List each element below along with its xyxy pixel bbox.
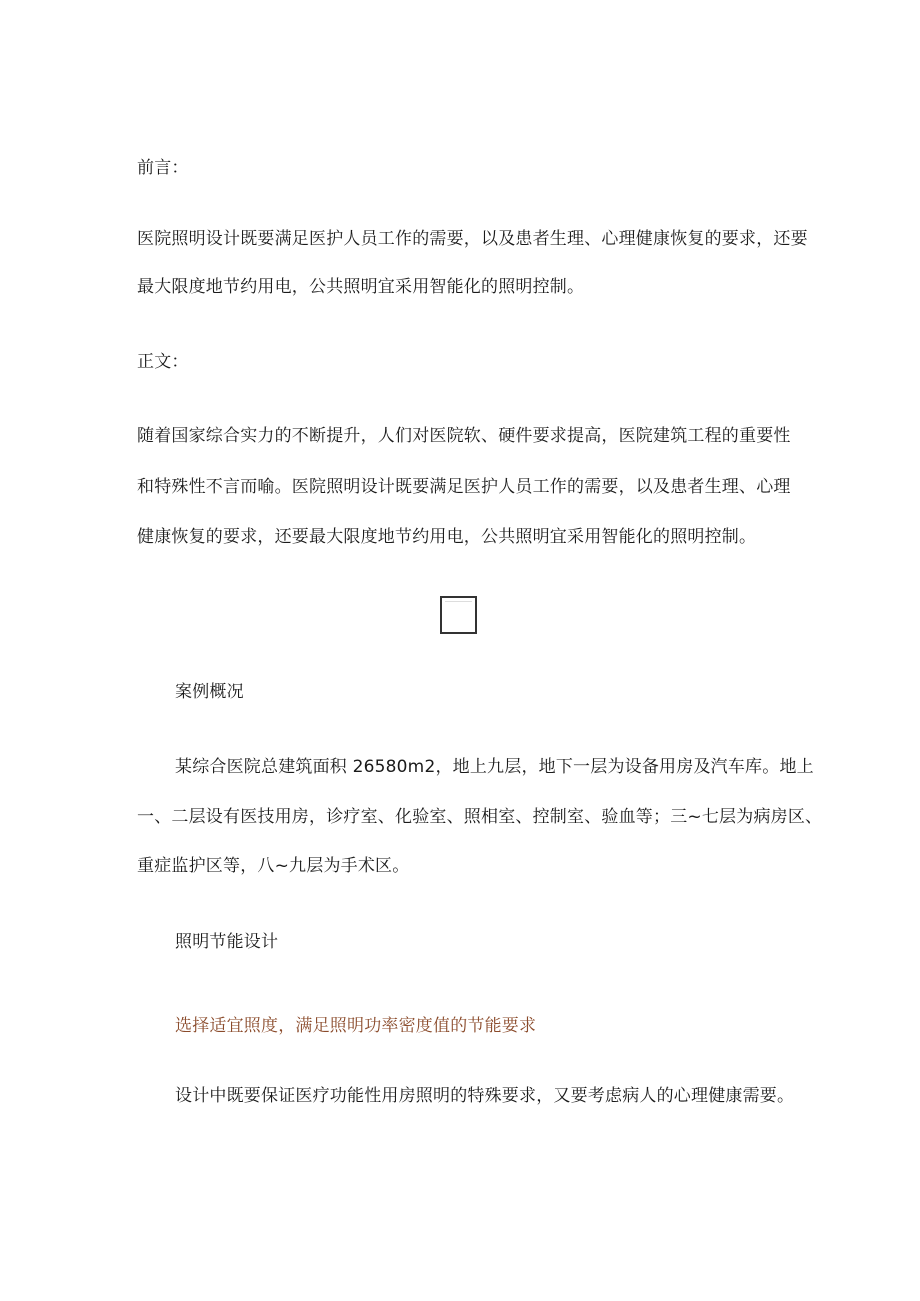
preface-line-2: 最大限度地节约用电，公共照明宜采用智能化的照明控制。 bbox=[137, 277, 585, 297]
lighting-design-heading: 照明节能设计 bbox=[175, 932, 279, 952]
case-overview-line-1: 某综合医院总建筑面积 26580m2，地上九层，地下一层为设备用房及汽车库。地上 bbox=[175, 757, 814, 777]
lighting-design-line-1: 设计中既要保证医疗功能性用房照明的特殊要求，又要考虑病人的心理健康需要。 bbox=[175, 1086, 795, 1106]
preface-line-1: 医院照明设计既要满足医护人员工作的需要，以及患者生理、心理健康恢复的要求，还要 bbox=[137, 229, 808, 249]
body-line-2: 和特殊性不言而喻。医院照明设计既要满足医护人员工作的需要，以及患者生理、心理 bbox=[137, 477, 791, 497]
body-line-1: 随着国家综合实力的不断提升，人们对医院软、硬件要求提高，医院建筑工程的重要性 bbox=[137, 426, 791, 446]
case-overview-heading: 案例概况 bbox=[175, 682, 244, 702]
preface-heading: 前言： bbox=[137, 158, 189, 178]
body-heading: 正文： bbox=[137, 352, 189, 372]
case-overview-line-2: 一、二层设有医技用房，诊疗室、化验室、照相室、控制室、验血等；三~七层为病房区、 bbox=[137, 807, 823, 827]
case-overview-line-3: 重症监护区等，八~九层为手术区。 bbox=[137, 856, 410, 876]
body-line-3: 健康恢复的要求，还要最大限度地节约用电，公共照明宜采用智能化的照明控制。 bbox=[137, 527, 757, 547]
lighting-design-subheading: 选择适宜照度，满足照明功率密度值的节能要求 bbox=[175, 1016, 537, 1036]
figure-placeholder bbox=[440, 596, 477, 634]
